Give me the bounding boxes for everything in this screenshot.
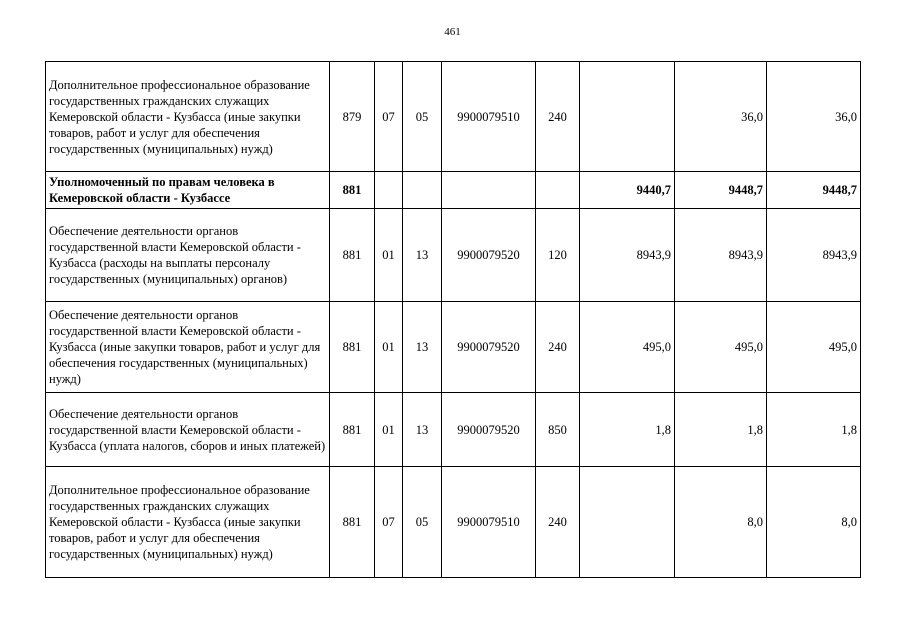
amount-year-1 bbox=[580, 467, 675, 578]
row-name: Обеспечение деятельности органов государственной власти Кемеровской области - Кузбасса (уплата налогов, сборов и иных платежей) bbox=[46, 393, 330, 467]
page-number: 461 bbox=[444, 26, 461, 38]
grbs-code: 881 bbox=[330, 393, 375, 467]
section-code: 07 bbox=[375, 62, 403, 172]
subsection-code: 13 bbox=[403, 302, 442, 393]
subsection-code: 13 bbox=[403, 393, 442, 467]
budget-table bbox=[45, 61, 861, 578]
amount-year-1: 1,8 bbox=[580, 393, 675, 467]
amount-year-3: 36,0 bbox=[767, 62, 861, 172]
amount-year-3: 495,0 bbox=[767, 302, 861, 393]
table-row bbox=[46, 302, 861, 393]
target-article-code bbox=[442, 172, 536, 209]
expense-type-code: 120 bbox=[536, 209, 580, 302]
grbs-code: 881 bbox=[330, 467, 375, 578]
table-row bbox=[46, 393, 861, 467]
amount-year-3: 8943,9 bbox=[767, 209, 861, 302]
amount-year-2: 36,0 bbox=[675, 62, 767, 172]
section-code: 01 bbox=[375, 302, 403, 393]
row-name: Уполномоченный по правам человека в Кемеровской области - Кузбассе bbox=[46, 172, 330, 209]
target-article-code: 9900079520 bbox=[442, 302, 536, 393]
amount-year-2: 9448,7 bbox=[675, 172, 767, 209]
grbs-code: 879 bbox=[330, 62, 375, 172]
section-code bbox=[375, 172, 403, 209]
target-article-code: 9900079510 bbox=[442, 467, 536, 578]
section-code: 07 bbox=[375, 467, 403, 578]
table-row bbox=[46, 62, 861, 172]
amount-year-3: 8,0 bbox=[767, 467, 861, 578]
amount-year-1: 495,0 bbox=[580, 302, 675, 393]
amount-year-1 bbox=[580, 62, 675, 172]
expense-type-code: 850 bbox=[536, 393, 580, 467]
subsection-code: 05 bbox=[403, 467, 442, 578]
grbs-code: 881 bbox=[330, 302, 375, 393]
row-name: Обеспечение деятельности органов государственной власти Кемеровской области - Кузбасса (иные закупки товаров, работ и услуг для обеспечения государственных (муниципальных) нужд) bbox=[46, 302, 330, 393]
table-row bbox=[46, 467, 861, 578]
amount-year-2: 8,0 bbox=[675, 467, 767, 578]
row-name: Дополнительное профессиональное образование государственных гражданских служащих Кемеровской области - Кузбасса (иные закупки товаров, работ и услуг для обеспечения государственных (муниципальных) нужд) bbox=[46, 467, 330, 578]
grbs-code: 881 bbox=[330, 209, 375, 302]
amount-year-2: 495,0 bbox=[675, 302, 767, 393]
grbs-code: 881 bbox=[330, 172, 375, 209]
target-article-code: 9900079520 bbox=[442, 393, 536, 467]
section-code: 01 bbox=[375, 393, 403, 467]
amount-year-1: 8943,9 bbox=[580, 209, 675, 302]
target-article-code: 9900079520 bbox=[442, 209, 536, 302]
amount-year-1: 9440,7 bbox=[580, 172, 675, 209]
section-code: 01 bbox=[375, 209, 403, 302]
subsection-code: 05 bbox=[403, 62, 442, 172]
target-article-code: 9900079510 bbox=[442, 62, 536, 172]
expense-type-code bbox=[536, 172, 580, 209]
subsection-code: 13 bbox=[403, 209, 442, 302]
amount-year-2: 8943,9 bbox=[675, 209, 767, 302]
row-name: Дополнительное профессиональное образование государственных гражданских служащих Кемеровской области - Кузбасса (иные закупки товаров, работ и услуг для обеспечения государственных (муниципальных) нужд) bbox=[46, 62, 330, 172]
table-row bbox=[46, 209, 861, 302]
row-name: Обеспечение деятельности органов государственной власти Кемеровской области - Кузбасса (расходы на выплаты персоналу государственных (муниципальных) органов) bbox=[46, 209, 330, 302]
amount-year-2: 1,8 bbox=[675, 393, 767, 467]
amount-year-3: 9448,7 bbox=[767, 172, 861, 209]
expense-type-code: 240 bbox=[536, 302, 580, 393]
amount-year-3: 1,8 bbox=[767, 393, 861, 467]
expense-type-code: 240 bbox=[536, 467, 580, 578]
expense-type-code: 240 bbox=[536, 62, 580, 172]
table-row bbox=[46, 172, 861, 209]
subsection-code bbox=[403, 172, 442, 209]
